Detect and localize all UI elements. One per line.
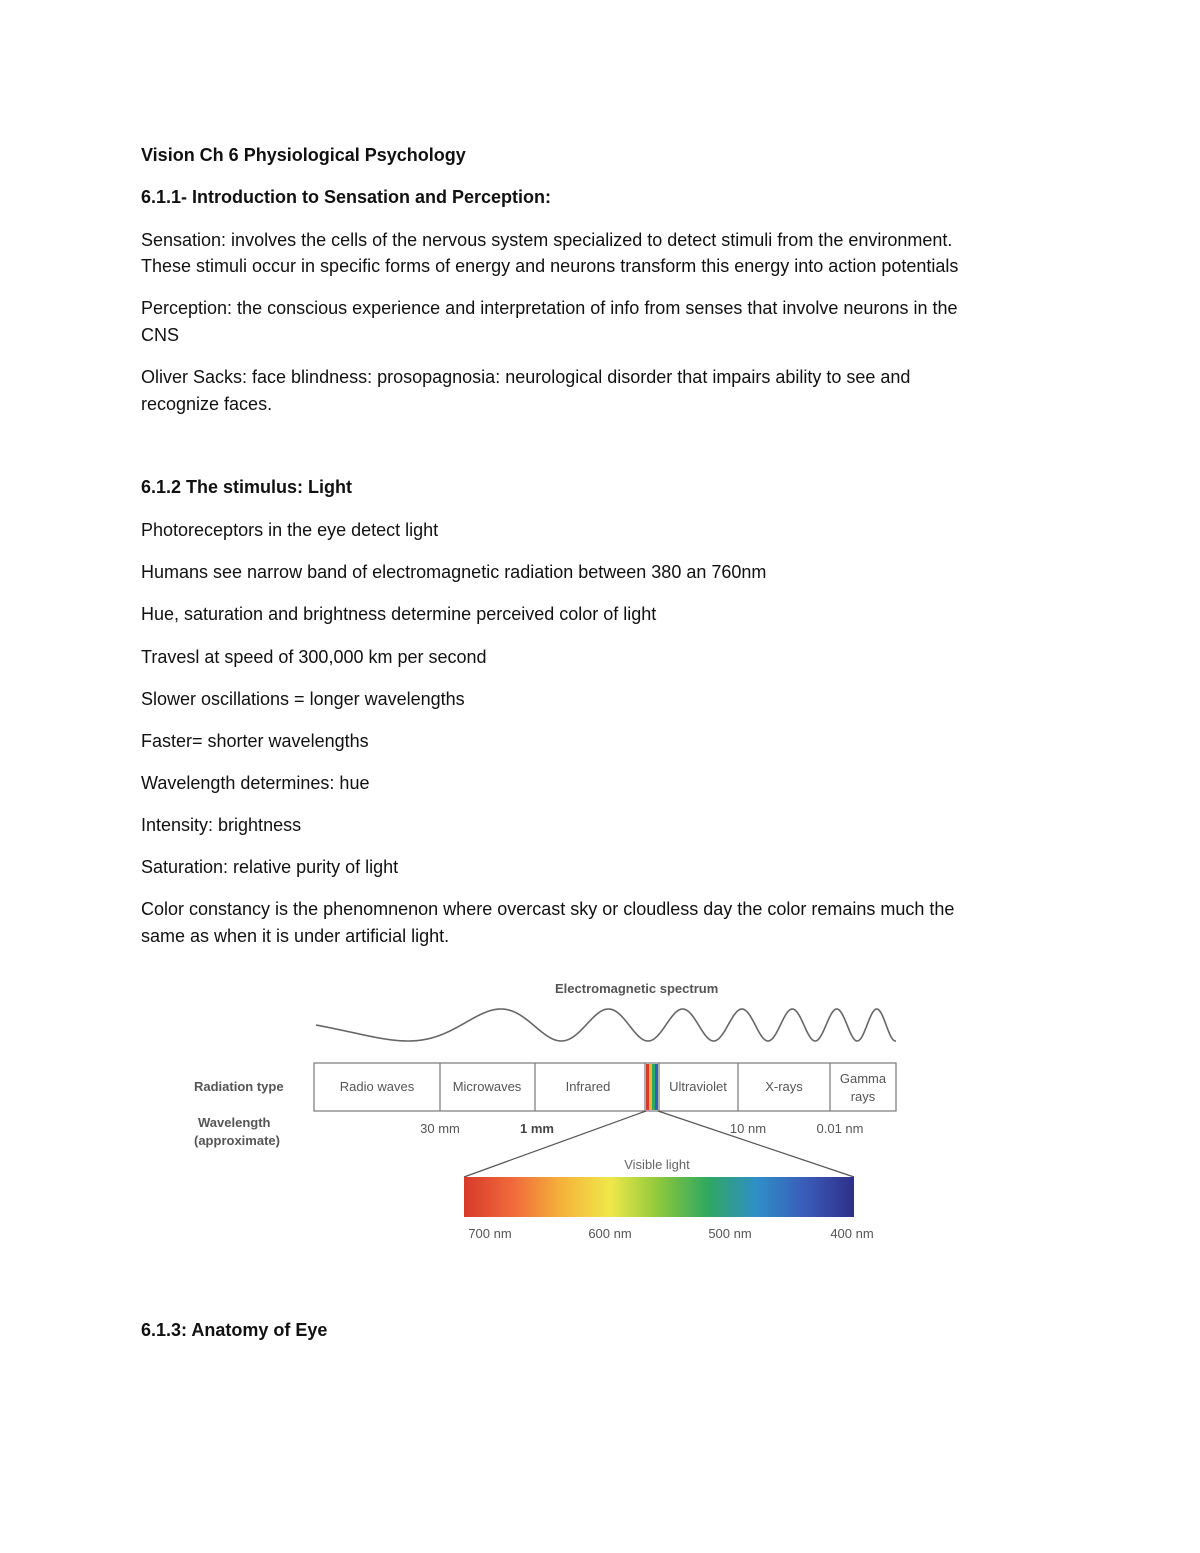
visible-light-label: Visible light (624, 1157, 690, 1172)
section-heading: 6.1.3: Anatomy of Eye (141, 1320, 328, 1340)
section-heading: 6.1.2 The stimulus: Light (141, 477, 353, 497)
microwaves-label: Microwaves (452, 1079, 522, 1094)
paragraph: Photoreceptors in the eye detect light (141, 520, 439, 540)
section-heading: 6.1.1- Introduction to Sensation and Perception: (141, 187, 552, 207)
paragraph: Perception: the conscious experience and interpretation of info from senses that involve neurons in the (141, 298, 958, 318)
paragraph: CNS (141, 325, 180, 345)
figure-title: Electromagnetic spectrum (555, 981, 719, 996)
paragraph: Slower oscillations = longer wavelengths (141, 689, 465, 709)
radio-waves-label: Radio waves (339, 1079, 415, 1094)
visible-band-green (652, 1064, 655, 1110)
wavelength-tick: 30 mm (420, 1121, 460, 1136)
visible-tick: 500 nm (708, 1226, 752, 1241)
x-rays-label: X-rays (765, 1079, 803, 1094)
infrared-label: Infrared (565, 1079, 611, 1094)
gamma-label: Gamma (839, 1071, 887, 1086)
paragraph: Saturation: relative purity of light (141, 857, 399, 877)
wave-line (316, 1009, 896, 1041)
document-title: Vision Ch 6 Physiological Psychology (141, 145, 466, 165)
visible-band-red (646, 1064, 649, 1110)
visible-band-blue (655, 1064, 658, 1110)
wavelength-tick: 0.01 nm (816, 1121, 864, 1136)
radiation-type-label: Radiation type (194, 1079, 284, 1094)
spectrum-diagram (190, 975, 910, 1255)
paragraph: Humans see narrow band of electromagnetic radiation between 380 an 760nm (141, 562, 767, 582)
electromagnetic-spectrum-figure (190, 975, 910, 1255)
visible-tick: 600 nm (588, 1226, 632, 1241)
visible-tick: 700 nm (468, 1226, 512, 1241)
paragraph: recognize faces. (141, 394, 273, 414)
paragraph: Travesl at speed of 300,000 km per second (141, 647, 487, 667)
paragraph: Wavelength determines: hue (141, 773, 370, 793)
rays-label: rays (850, 1089, 876, 1104)
paragraph: Intensity: brightness (141, 815, 302, 835)
wavelength-approx-label: (approximate) (194, 1133, 280, 1148)
visible-spectrum-bar (464, 1177, 854, 1217)
visible-tick: 400 nm (830, 1226, 874, 1241)
wavelength-label: Wavelength (198, 1115, 271, 1130)
projection-line-left (464, 1111, 646, 1177)
paragraph: Oliver Sacks: face blindness: prosopagnosia: neurological disorder that impairs ability to see and (141, 367, 911, 387)
wavelength-tick: 1 mm (520, 1121, 554, 1136)
paragraph: Color constancy is the phenomnenon where overcast sky or cloudless day the color remains much the (141, 899, 955, 919)
wavelength-tick: 10 nm (729, 1121, 767, 1136)
ultraviolet-label: Ultraviolet (669, 1079, 727, 1094)
paragraph: Faster= shorter wavelengths (141, 731, 369, 751)
paragraph: Hue, saturation and brightness determine perceived color of light (141, 604, 657, 624)
paragraph: same as when it is under artificial light. (141, 926, 450, 946)
visible-band-yellow (649, 1064, 652, 1110)
paragraph: Sensation: involves the cells of the nervous system specialized to detect stimuli from the environment. (141, 230, 953, 250)
paragraph: These stimuli occur in specific forms of energy and neurons transform this energy into action potentials (141, 256, 959, 276)
